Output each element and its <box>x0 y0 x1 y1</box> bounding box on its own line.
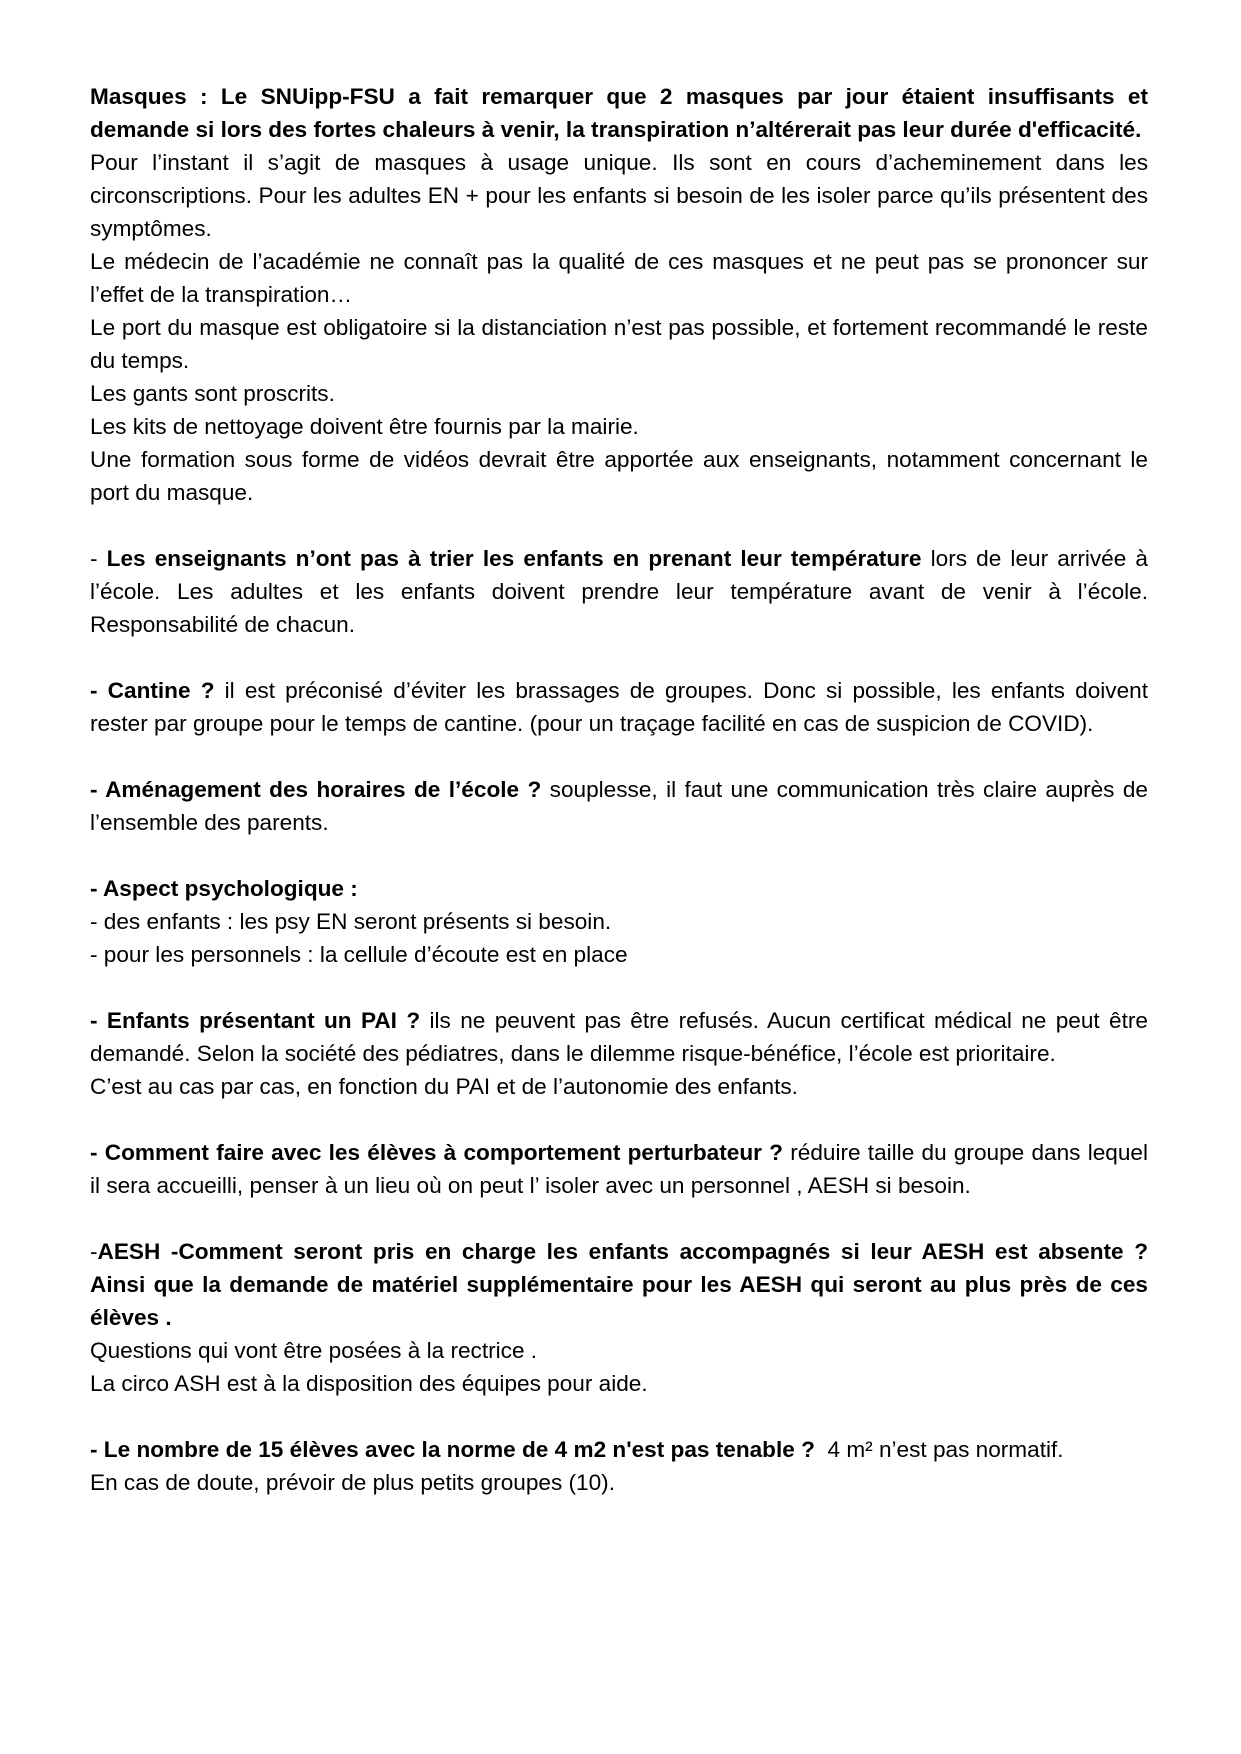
aesh-line-2: La circo ASH est à la disposition des équipes pour aide. <box>90 1371 648 1396</box>
psycho-heading-text: - Aspect psychologique : <box>90 876 358 901</box>
aesh-prefix: - <box>90 1239 98 1264</box>
masques-paragraph-4: Les gants sont proscrits. <box>90 381 335 406</box>
perturbateur-paragraph <box>90 1136 1148 1202</box>
horaires-question: - Aménagement des horaires de l’école ? <box>90 777 542 802</box>
cantine-question: - Cantine ? <box>90 678 215 703</box>
temperature-prefix: - <box>90 546 107 571</box>
section-temperature <box>90 542 1148 641</box>
temperature-paragraph <box>90 542 1148 641</box>
temperature-answer: lors de leur arrivée à l’école. Les adultes et les enfants doivent prendre leur température avant de venir à l’école. Responsabilité de chacun. <box>90 546 1148 637</box>
cantine-paragraph <box>90 674 1148 740</box>
norme-line-2: En cas de doute, prévoir de plus petits groupes (10). <box>90 1470 615 1495</box>
norme-answer: 4 m² n’est pas normatif. <box>814 1437 1064 1462</box>
masques-paragraph-2: Le médecin de l’académie ne connaît pas la qualité de ces masques et ne peut pas se prononcer sur l’effet de la transpiration… <box>90 249 1148 307</box>
pai-question: - Enfants présentant un PAI ? <box>90 1008 421 1033</box>
cantine-answer: il est préconisé d’éviter les brassages de groupes. Donc si possible, les enfants doivent rester par groupe pour le temps de cantine. (pour un traçage facilité en cas de suspicion de COVID). <box>90 678 1148 736</box>
section-masques <box>90 80 1148 509</box>
norme-paragraph <box>90 1433 1148 1466</box>
masques-question <box>90 80 1148 146</box>
pai-paragraph <box>90 1004 1148 1070</box>
section-aesh <box>90 1235 1148 1400</box>
aesh-line-1: Questions qui vont être posées à la rectrice . <box>90 1338 538 1363</box>
masques-paragraph-5: Les kits de nettoyage doivent être fournis par la mairie. <box>90 414 639 439</box>
psycho-heading <box>90 872 1148 905</box>
psycho-line-2: - pour les personnels : la cellule d’écoute est en place <box>90 942 628 967</box>
temperature-question: Les enseignants n’ont pas à trier les enfants en prenant leur température <box>106 546 922 571</box>
masques-paragraph-3: Le port du masque est obligatoire si la distanciation n’est pas possible, et fortement recommandé le reste du temps. <box>90 315 1148 373</box>
aesh-question: AESH -Comment seront pris en charge les enfants accompagnés si leur AESH est absente ? Ainsi que la demande de matériel supplémentaire pour les AESH qui seront au plus près de ces élèves . <box>90 1239 1148 1330</box>
section-norme <box>90 1433 1148 1499</box>
pai-line-2: C’est au cas par cas, en fonction du PAI et de l’autonomie des enfants. <box>90 1074 798 1099</box>
norme-question: - Le nombre de 15 élèves avec la norme de 4 m2 n'est pas tenable ? <box>90 1437 815 1462</box>
section-psycho <box>90 872 1148 971</box>
masques-paragraph-1: Pour l’instant il s’agit de masques à usage unique. Ils sont en cours d’acheminement dans les circonscriptions. Pour les adultes EN + pour les enfants si besoin de les isoler parce qu’ils présentent des symptômes. <box>90 150 1148 241</box>
horaires-answer: souplesse, il faut une communication très claire auprès de l’ensemble des parents. <box>90 777 1148 835</box>
section-cantine <box>90 674 1148 740</box>
perturbateur-question: - Comment faire avec les élèves à comportement perturbateur ? <box>90 1140 783 1165</box>
section-pai <box>90 1004 1148 1103</box>
masques-paragraph-6: Une formation sous forme de vidéos devrait être apportée aux enseignants, notamment concernant le port du masque. <box>90 447 1148 505</box>
horaires-paragraph <box>90 773 1148 839</box>
masques-question-text: Masques : Le SNUipp-FSU a fait remarquer que 2 masques par jour étaient insuffisants et demande si lors des fortes chaleurs à venir, la transpiration n’altérerait pas leur durée d'efficacité. <box>90 84 1148 142</box>
document-page <box>90 80 1148 1499</box>
section-perturbateur <box>90 1136 1148 1202</box>
perturbateur-answer: réduire taille du groupe dans lequel il sera accueilli, penser à un lieu où on peut l’ isoler avec un personnel , AESH si besoin. <box>90 1140 1148 1198</box>
psycho-line-1: - des enfants : les psy EN seront présents si besoin. <box>90 909 612 934</box>
section-horaires <box>90 773 1148 839</box>
aesh-question-paragraph <box>90 1235 1148 1334</box>
pai-answer: ils ne peuvent pas être refusés. Aucun certificat médical ne peut être demandé. Selon la société des pédiatres, dans le dilemme risque-bénéfice, l’école est prioritaire. <box>90 1008 1148 1066</box>
